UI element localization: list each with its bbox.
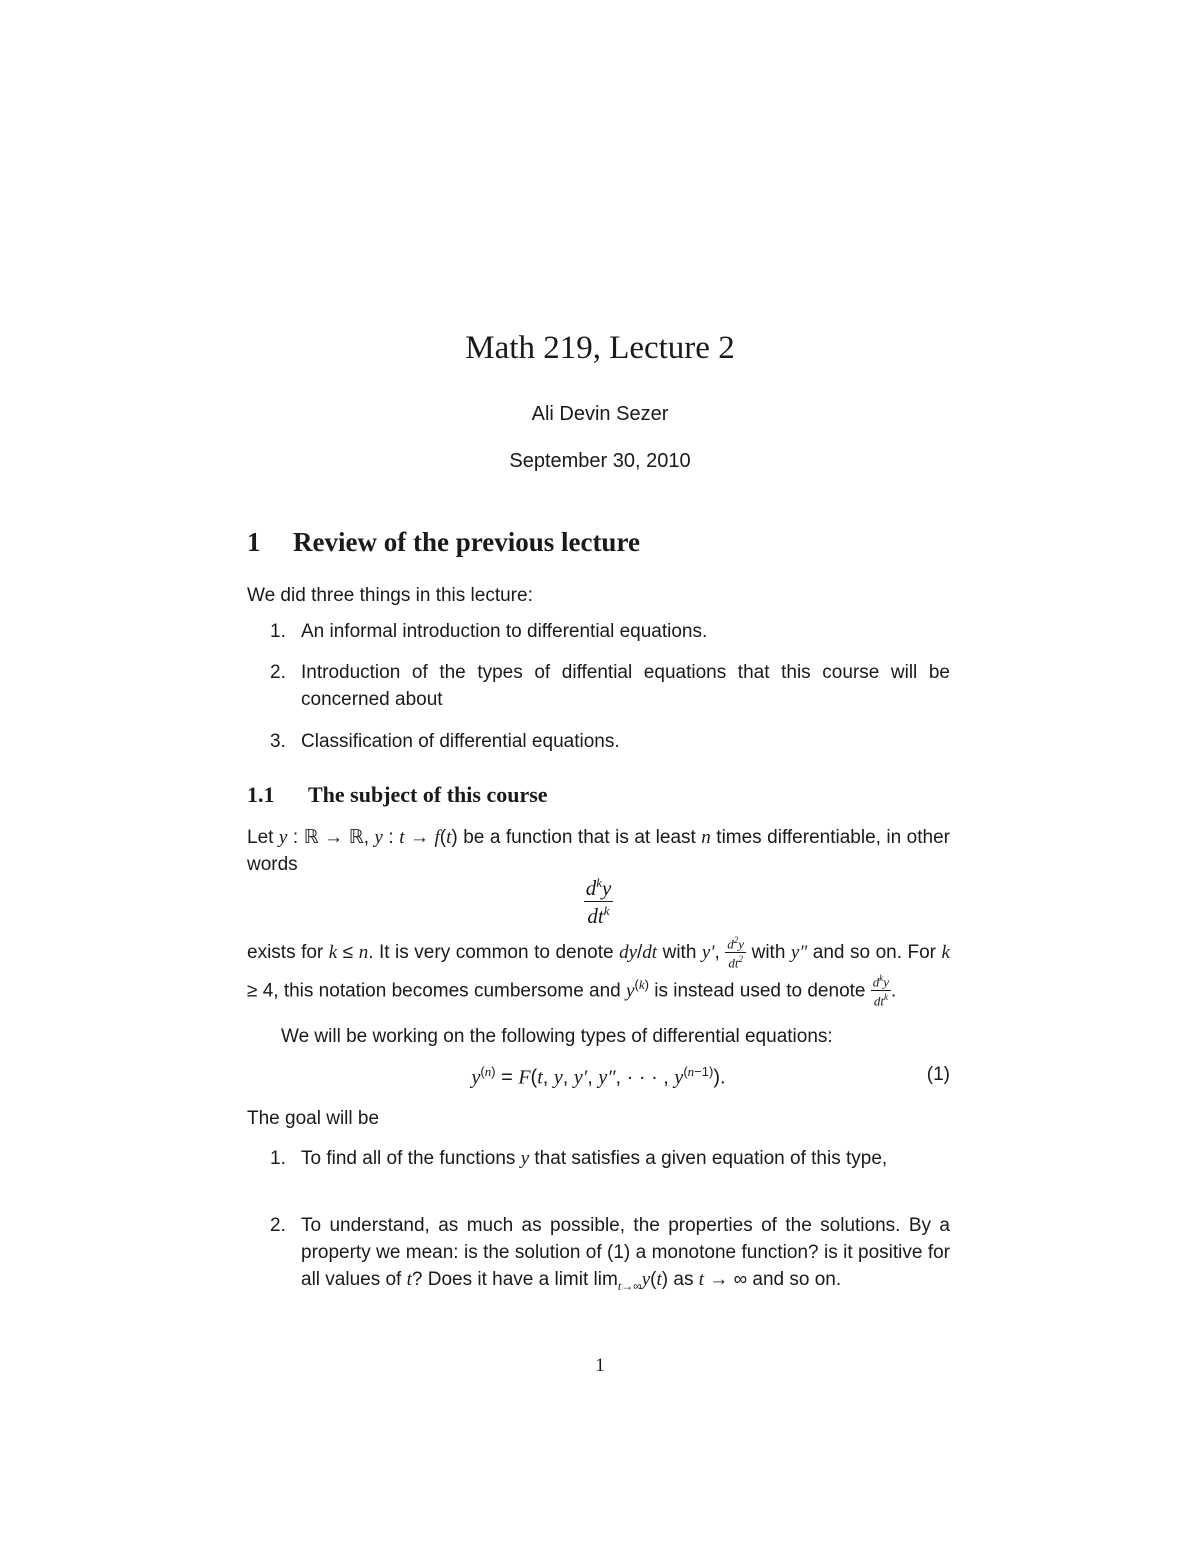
display-derivative [247,876,950,927]
section-number: 1 [247,527,261,557]
subsection-heading [247,782,548,808]
page-number: 1 [595,1355,605,1376]
paragraph-working: We will be working on the following types of differential equations: [281,1026,833,1047]
list-item: 1. To find all of the functions y that satisfies a given equation of this type, [270,1148,888,1169]
goals-list [270,1145,950,1172]
review-list [270,728,950,755]
review-list [270,618,950,645]
equation-1 [247,1064,950,1094]
subsection-number: 1.1 [247,782,275,807]
equation-body: $y^{(n)} = F(t$, y, y′, y″, · · · , $y^{(n-1)}$). [471,1064,726,1089]
review-list [270,659,950,713]
list-item: 2. To understand, as much as possible, the properties of the solutions. By a property we mean: is the solution of (1) a monotone function? is it positive for all values of t? Does it have a limit $\lim_{t\to\infty}y(t)$ as t → ∞ and so on. [270,1215,950,1293]
list-item: 2. Introduction of the types of diffential equations that this course will be concerned about [270,662,950,710]
paragraph-definition: Let y : ℝ → ℝ, y : t → f(t) be a function that is at least n times differentiable, in other words [247,827,950,875]
section-title: Review of the previous lecture [293,527,640,557]
list-item: 1. An informal introduction to differential equations. [270,621,708,642]
date: September 30, 2010 [509,450,691,472]
section-intro: We did three things in this lecture: [247,585,533,606]
fraction: $\frac{d^ky}{dt^k}$ [585,875,612,928]
list-item: 3. Classification of differential equations. [270,731,620,752]
author: Ali Devin Sezer [531,403,669,425]
section-heading [247,527,640,558]
paragraph-goal: The goal will be [247,1108,380,1129]
goals-list [270,1212,950,1300]
paragraph-notation: exists for k ≤ n. It is very common to denote dy/dt with y′, $\frac{d^2y}{dt^2}$ with y″ and so on. For k ≥ 4, this notation becomes cumbersome and $y^{(k)}$ is instead used to denote $\frac{d^ky}{dt^k}$ . [247,935,950,1009]
equation-number: (1) [926,1064,950,1085]
subsection-title: The subject of this course [308,782,548,807]
paper-title: Math 219, Lecture 2 [465,330,735,366]
